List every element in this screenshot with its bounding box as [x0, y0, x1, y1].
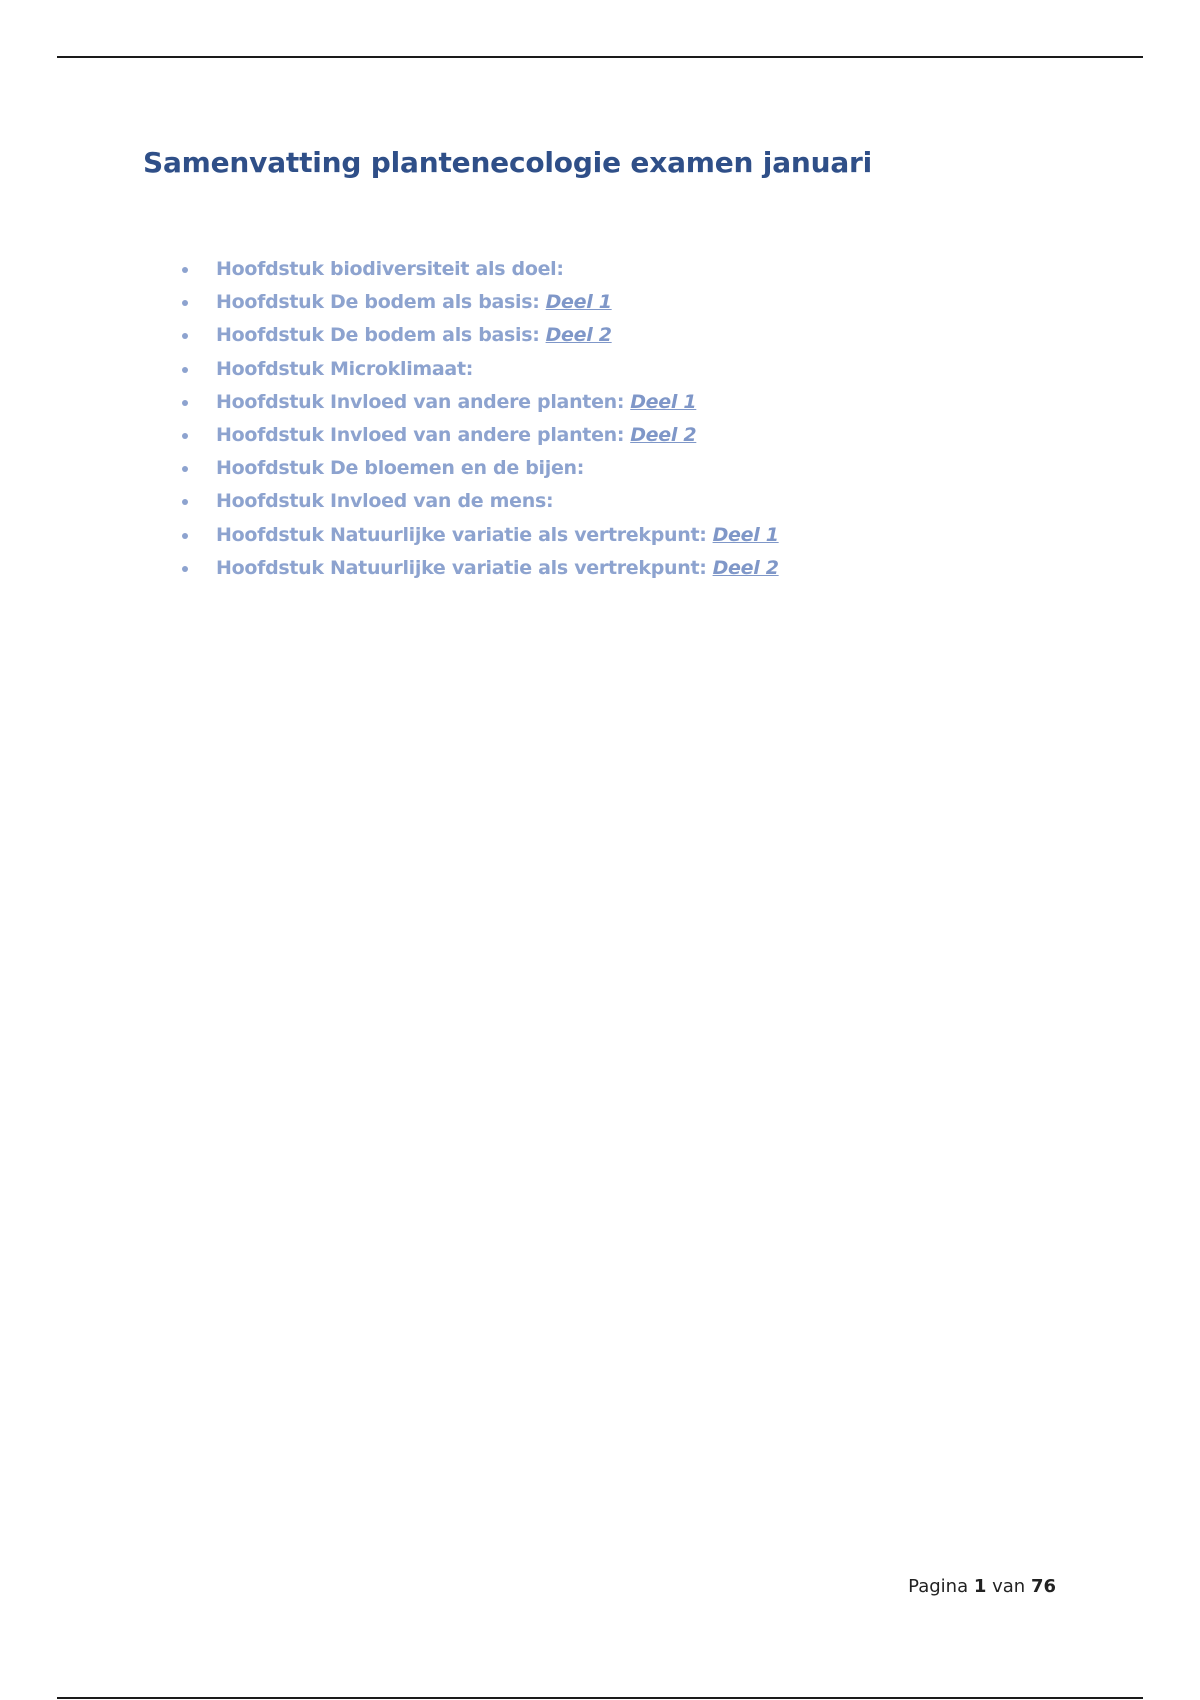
- toc-item-label: Hoofdstuk Invloed van andere planten:: [216, 423, 625, 446]
- toc-item-label: Hoofdstuk De bodem als basis:: [216, 291, 540, 314]
- total-page-count: 76: [1030, 1576, 1056, 1597]
- bullet-icon: [182, 566, 188, 572]
- header-rule: [57, 56, 1143, 58]
- toc-item-link[interactable]: Deel 2: [712, 556, 779, 579]
- toc-item-label: Hoofdstuk De bloemen en de bijen:: [216, 457, 585, 480]
- toc-item: [180, 386, 779, 419]
- toc-item-link[interactable]: Deel 1: [545, 291, 612, 314]
- bullet-icon: [182, 433, 188, 439]
- toc-item-label: Hoofdstuk De bodem als basis:: [216, 324, 540, 347]
- document-title: Samenvatting plantenecologie examen januari: [143, 146, 873, 179]
- bullet-icon: [182, 400, 188, 406]
- bullet-icon: [182, 300, 188, 306]
- toc-item: [180, 286, 779, 319]
- footer-rule: [57, 1697, 1143, 1699]
- toc-item-label: Hoofdstuk Invloed van andere planten:: [216, 390, 625, 413]
- page-of-label: van: [992, 1576, 1026, 1597]
- toc-item-link[interactable]: Deel 2: [545, 324, 612, 347]
- toc-item: [180, 319, 779, 352]
- toc-item-label: Hoofdstuk Microklimaat:: [216, 357, 474, 380]
- toc-item-label: Hoofdstuk Natuurlijke variatie als vertrekpunt:: [216, 523, 707, 546]
- toc-item: [180, 519, 779, 552]
- toc-item: [180, 253, 779, 286]
- current-page-number: 1: [973, 1576, 987, 1597]
- toc-item: [180, 552, 779, 585]
- toc-item-label: Hoofdstuk biodiversiteit als doel:: [216, 258, 564, 280]
- toc-item: [180, 419, 779, 452]
- bullet-icon: [182, 533, 188, 539]
- toc-item: [180, 485, 779, 518]
- toc-item-label: Hoofdstuk Invloed van de mens:: [216, 490, 554, 513]
- toc-item: [180, 353, 779, 386]
- bullet-icon: [182, 466, 188, 472]
- table-of-contents: [180, 253, 779, 585]
- toc-item-link[interactable]: Deel 2: [630, 423, 697, 446]
- toc-item-link[interactable]: Deel 1: [712, 523, 779, 546]
- bullet-icon: [182, 499, 188, 505]
- page-label: Pagina: [908, 1576, 969, 1597]
- page-number-footer: [908, 1576, 1056, 1597]
- toc-item-link[interactable]: Deel 1: [630, 390, 697, 413]
- bullet-icon: [182, 267, 188, 273]
- toc-item-label: Hoofdstuk Natuurlijke variatie als vertrekpunt:: [216, 556, 707, 579]
- bullet-icon: [182, 333, 188, 339]
- toc-item: [180, 452, 779, 485]
- bullet-icon: [182, 367, 188, 373]
